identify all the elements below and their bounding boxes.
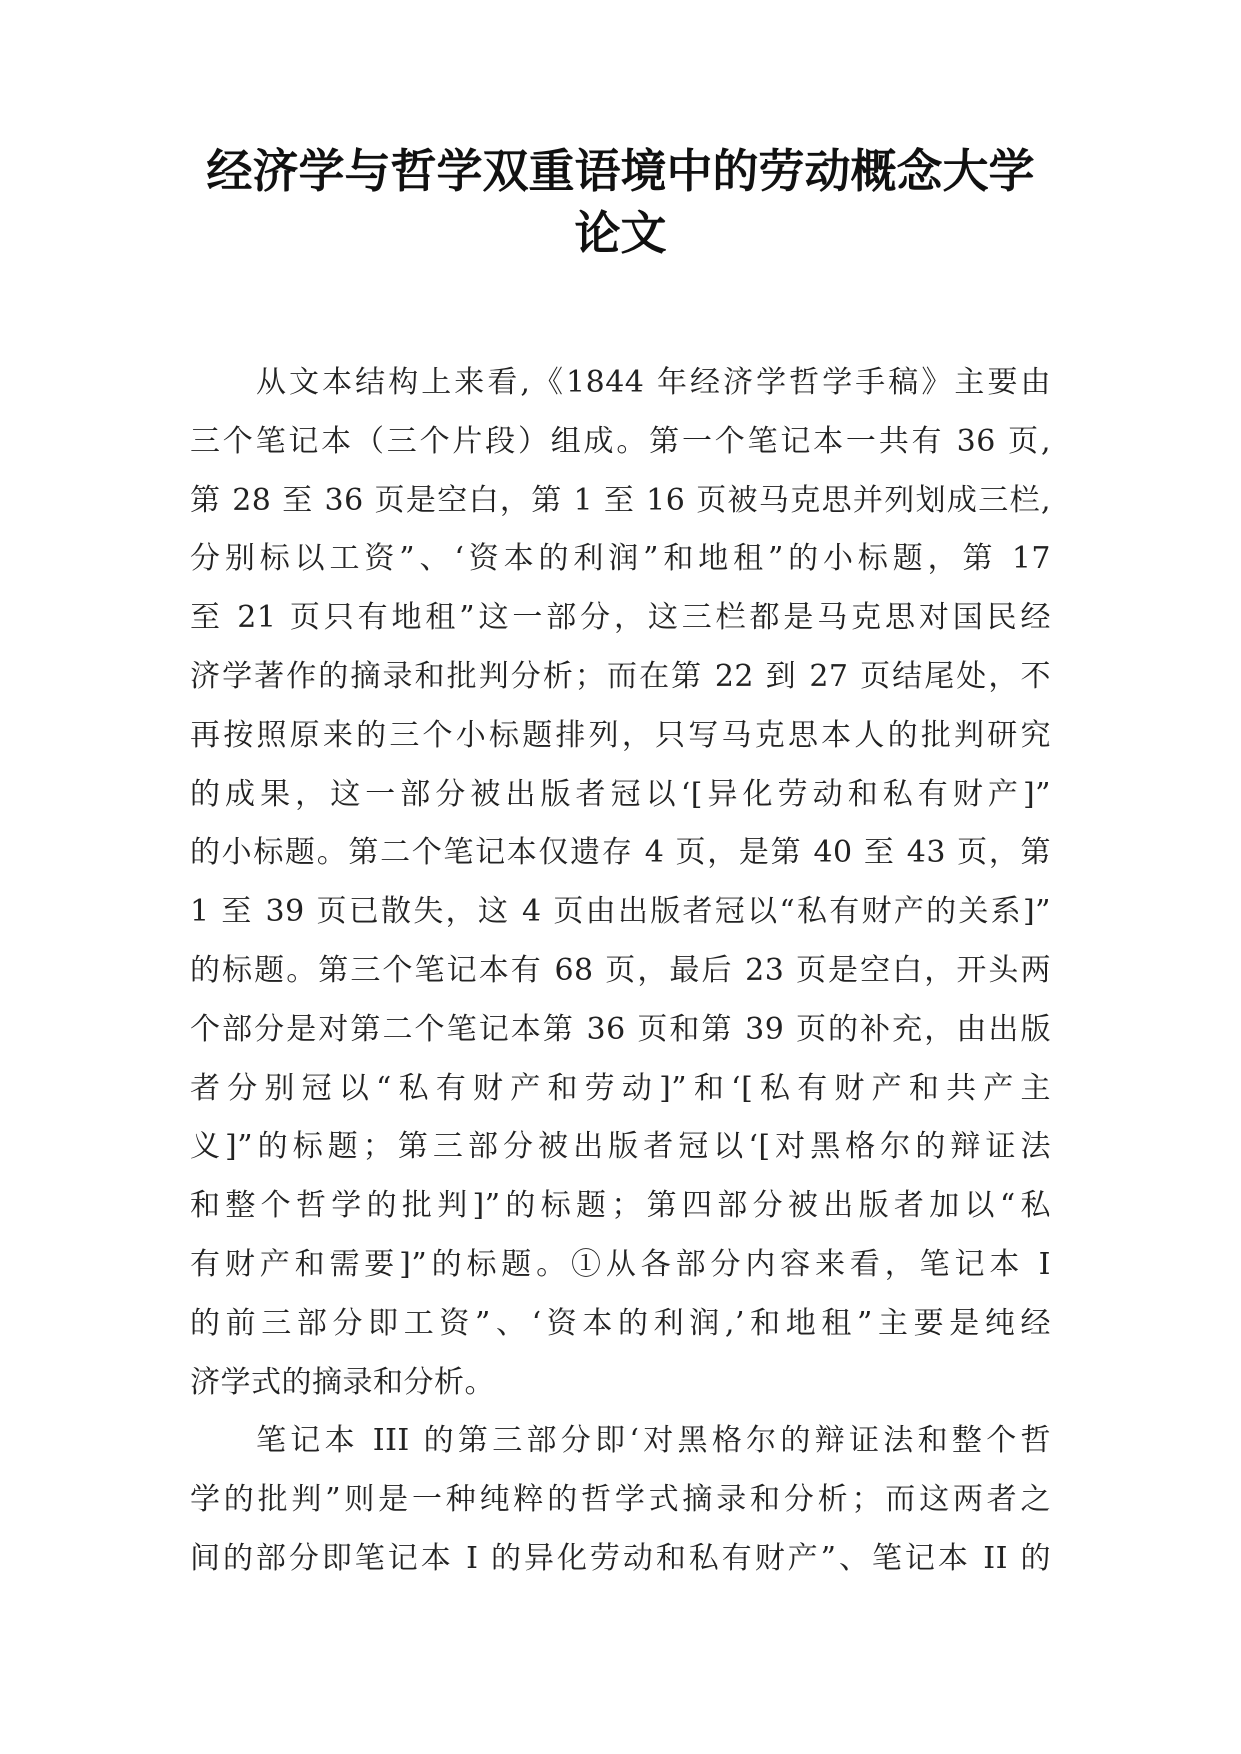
title-line-2: 论文 (574, 206, 667, 260)
text-line: 从文本结构上来看,《1844 年经济学哲学手稿》主要由 (256, 365, 1051, 400)
text-line: 三个笔记本（三个片段）组成。第一个笔记本一共有 36 页, (190, 423, 1051, 459)
text-line: 济学式的摘录和分析。 (190, 1364, 495, 1400)
text-line: 和整个哲学的批判]”的标题；第四部分被出版者加以“私 (190, 1188, 1051, 1224)
text-line: 有财产和需要]”的标题。①从各部分内容来看，笔记本 I (190, 1246, 1051, 1282)
text-line: 分别标以工资”、‘资本的利润”和地租”的小标题，第 17 (190, 541, 1051, 577)
text-line: 再按照原来的三个小标题排列，只写马克思本人的批判研究 (190, 717, 1051, 753)
text-line: 济学著作的摘录和批判分析；而在第 22 到 27 页结尾处，不 (190, 658, 1051, 694)
text-line: 1 至 39 页已散失，这 4 页由出版者冠以“私有财产的关系]” (190, 894, 1051, 930)
paragraph-1 (190, 354, 1051, 1412)
text-line: 间的部分即笔记本 I 的异化劳动和私有财产”、笔记本 II 的 (190, 1540, 1051, 1576)
text-line: 第 28 至 36 页是空白，第 1 至 16 页被马克思并列划成三栏, (190, 482, 1051, 518)
text-line: 个部分是对第二个笔记本第 36 页和第 39 页的补充，由出版 (190, 1011, 1051, 1047)
text-line: 的标题。第三个笔记本有 68 页，最后 23 页是空白，开头两 (190, 952, 1051, 988)
paragraph-2 (190, 1412, 1051, 1588)
text-line: 笔记本 III 的第三部分即‘对黑格尔的辩证法和整个哲 (256, 1423, 1051, 1459)
text-line: 至 21 页只有地租”这一部分，这三栏都是马克思对国民经 (190, 600, 1051, 636)
text-line: 学的批判”则是一种纯粹的哲学式摘录和分析；而这两者之 (190, 1482, 1051, 1518)
document-title (150, 140, 1091, 264)
text-line: 者分别冠以“私有财产和劳动]”和‘[私有财产和共产主 (190, 1070, 1051, 1106)
text-line: 的成果，这一部分被出版者冠以‘[异化劳动和私有财产]” (190, 776, 1051, 812)
text-line: 义]”的标题；第三部分被出版者冠以‘[对黑格尔的辩证法 (190, 1129, 1051, 1165)
text-line: 的前三部分即工资”、‘资本的利润,’和地租”主要是纯经 (190, 1305, 1051, 1341)
document-body (190, 354, 1051, 1589)
text-line: 的小标题。第二个笔记本仅遗存 4 页，是第 40 至 43 页，第 (190, 835, 1051, 871)
title-line-1: 经济学与哲学双重语境中的劳动概念大学 (206, 144, 1035, 198)
